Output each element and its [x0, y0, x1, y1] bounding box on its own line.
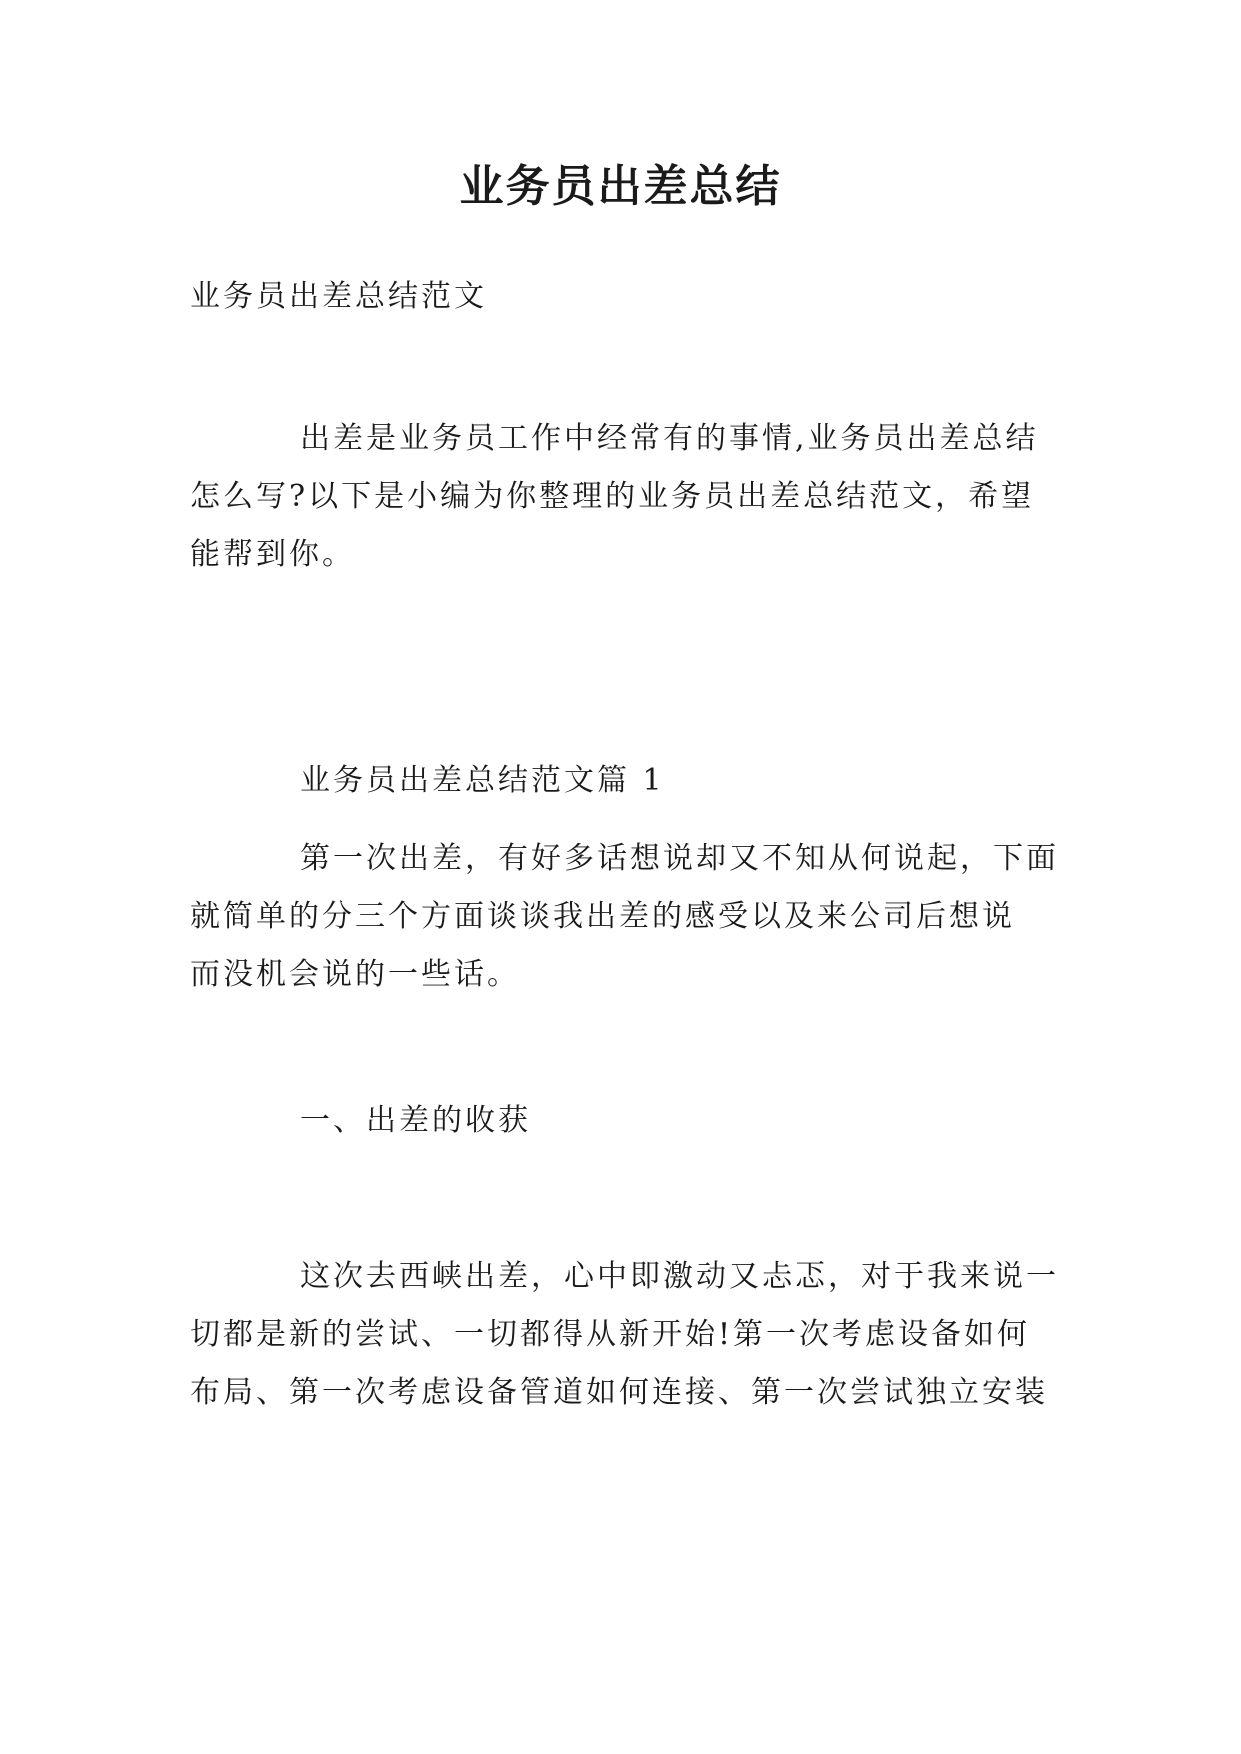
subtitle-text: 业务员出差总结范文 [190, 279, 487, 314]
intro-line: 能帮到你。 [190, 537, 355, 572]
paragraph-line: 布局、第一次考虑设备管道如何连接、第一次尝试独立安装 [190, 1375, 1048, 1410]
paragraph-line: 而没机会说的一些话。 [190, 957, 520, 992]
paragraph-line: 切都是新的尝试、一切都得从新开始!第一次考虑设备如何 [190, 1317, 1031, 1352]
document-subtitle [190, 268, 1052, 326]
paragraph-line: 第一次出差，有好多话想说却又不知从何说起，下面 [300, 841, 1059, 876]
section-heading [190, 752, 1052, 810]
document-title: 业务员出差总结 [459, 161, 782, 212]
intro-line: 出差是业务员工作中经常有的事情,业务员出差总结 [300, 421, 1039, 456]
subheading [190, 1092, 1052, 1150]
intro-paragraph [190, 410, 1052, 584]
paragraph-1 [190, 830, 1059, 1004]
paragraph-line: 就简单的分三个方面谈谈我出差的感受以及来公司后想说 [190, 899, 1015, 934]
section-heading-text: 业务员出差总结范文篇 1 [300, 763, 665, 798]
intro-line: 怎么写?以下是小编为你整理的业务员出差总结范文，希望 [190, 479, 1035, 514]
paragraph-2 [190, 1248, 1059, 1422]
paragraph-line: 这次去西峡出差，心中即激动又忐忑，对于我来说一 [300, 1259, 1059, 1294]
subheading-text: 一、出差的收获 [300, 1103, 531, 1138]
